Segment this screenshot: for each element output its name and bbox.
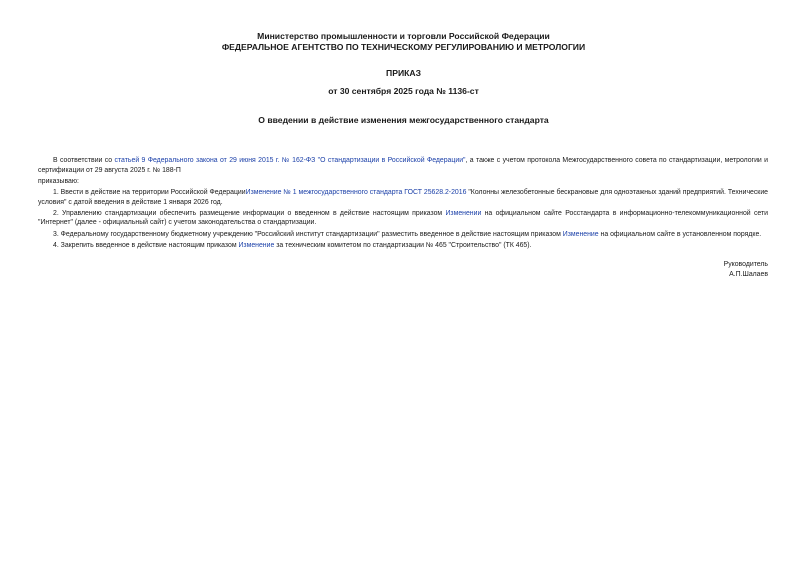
- signature-block: [724, 260, 768, 280]
- signatory-name: А.П.Шалаев: [729, 270, 768, 278]
- law-link[interactable]: статьей 9 Федерального закона от 29 июня 2015 г. № 162-ФЗ "О стандартизации в Российской Федерации": [114, 157, 466, 164]
- item-3-text-before: 3. Федеральному государственному бюджетному учреждению "Российский институт стандартизации" разместить введенное в действие настоящим приказом: [53, 230, 563, 238]
- order-date-line: от 30 сентября 2025 года № 1136-ст: [328, 86, 479, 96]
- amendment-link-item-2[interactable]: Изменении: [445, 209, 482, 217]
- item-1-text-after: "Колонны железобетонные бескрановые для одноэтажных зданий предприятий. Технические условия" с датой введения в действие 1 января 2026 год.: [38, 188, 769, 206]
- item-4-text-after: за техническим комитетом по стандартизации № 465 "Строительство" (ТК 465).: [274, 241, 532, 249]
- ministry-name: Министерство промышленности и торговли Российской Федерации: [257, 31, 550, 41]
- preamble-text-before: В соответствии со: [53, 157, 115, 164]
- standard-amendment-link[interactable]: Изменение № 1 межгосударственного стандарта ГОСТ 25628.2-2016: [245, 188, 467, 196]
- preamble-text-after: , а также с учетом протокола Межгосударственного совета по стандартизации, метрологии и сертификации от 29 августа 2025 г. № 188-П: [38, 157, 769, 174]
- document-body: [38, 156, 768, 252]
- item-4-paragraph: [38, 241, 768, 251]
- document-header: [0, 31, 807, 53]
- order-title: ПРИКАЗ: [386, 68, 421, 78]
- item-1-text-before: 1. Ввести в действие на территории Российской Федерации: [53, 188, 246, 196]
- amendment-link-item-3[interactable]: Изменение: [562, 230, 599, 238]
- preamble-paragraph: [38, 156, 768, 175]
- order-word: приказываю:: [38, 177, 79, 185]
- item-3-text-after: на официальном сайте в установленном порядке.: [598, 230, 762, 238]
- item-2-paragraph: [38, 209, 768, 228]
- item-2-text-after: на официальном сайте Росстандарта в информационно-телекоммуникационной сети "Интернет" (далее - официальный сайт) с учетом законодательства о стандартизации.: [38, 209, 768, 227]
- item-2-text-before: 2. Управлению стандартизации обеспечить размещение информации о введенном в действие настоящим приказом: [53, 209, 446, 217]
- item-3-paragraph: [38, 230, 768, 240]
- item-1-paragraph: [38, 188, 768, 207]
- signatory-position: Руководитель: [723, 261, 768, 268]
- item-4-text-before: 4. Закрепить введенное в действие настоящим приказом: [53, 241, 239, 249]
- amendment-link-item-4[interactable]: Изменение: [238, 241, 275, 249]
- order-subject: О введении в действие изменения межгосударственного стандарта: [258, 115, 549, 125]
- agency-name: ФЕДЕРАЛЬНОЕ АГЕНТСТВО ПО ТЕХНИЧЕСКОМУ РЕГУЛИРОВАНИЮ И МЕТРОЛОГИИ: [221, 42, 586, 52]
